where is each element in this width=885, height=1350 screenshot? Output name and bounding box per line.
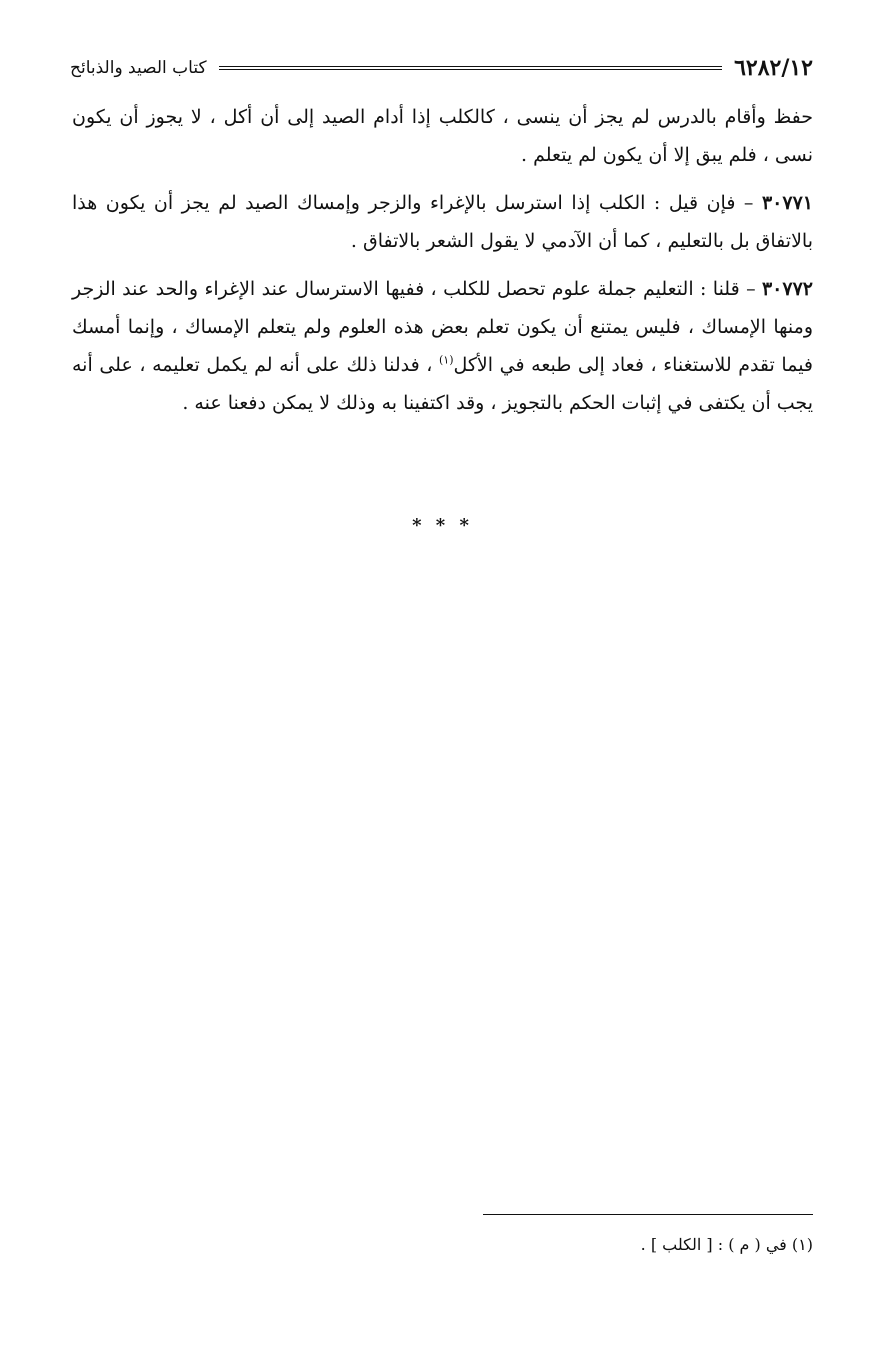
paragraph-text: حفظ وأقام بالدرس لم يجز أن ينسى ، كالكلب إذا أدام الصيد إلى أن أكل ، لا يجوز أن يكون نسى ، فلم يبق إلا أن يكون لم يتعلم . [72, 106, 813, 166]
paragraph-number: ٣٠٧٧٢ [761, 278, 813, 300]
page-number: ٦٢٨٢/١٢ [734, 55, 813, 81]
paragraph-continuation [72, 98, 813, 174]
paragraph-text: – قلنا : التعليم جملة علوم تحصل للكلب ، ففيها الاسترسال عند الإغراء والحد عند الزجر ومنها الإمساك ، فليس يمتنع أن يكون تعلم بعض هذه العلوم ولم يتعلم الإمساك ، وإنما أمسك فيما تقدم للاستغناء ، فعاد إلى طبعه في الأكل [72, 278, 814, 376]
footnote: (١) في ( م ) : [ الكلب ] . [640, 1235, 813, 1254]
section-separator: * * * [412, 515, 473, 536]
body-text [72, 98, 813, 432]
paragraph-30771 [72, 184, 813, 260]
paragraph-text: – فإن قيل : الكلب إذا استرسل بالإغراء والزجر وإمساك الصيد لم يجز أن يكون هذا بالاتفاق بل بالتعليم ، كما أن الآدمي لا يقول الشعر بالاتفاق . [72, 192, 813, 252]
paragraph-30772 [72, 270, 813, 422]
header-rule [219, 66, 722, 70]
running-title: كتاب الصيد والذبائح [70, 58, 207, 78]
paragraph-number: ٣٠٧٧١ [761, 192, 813, 214]
page-header [70, 52, 813, 84]
footnote-rule [483, 1214, 813, 1215]
footnote-reference: (١) [438, 353, 454, 367]
paragraph-text: ، فدلنا ذلك على أنه لم يكمل تعليمه ، على أنه يجب أن يكتفى في إثبات الحكم بالتجويز ، وقد اكتفينا به وذلك لا يمكن دفعنا عنه . [72, 354, 813, 414]
